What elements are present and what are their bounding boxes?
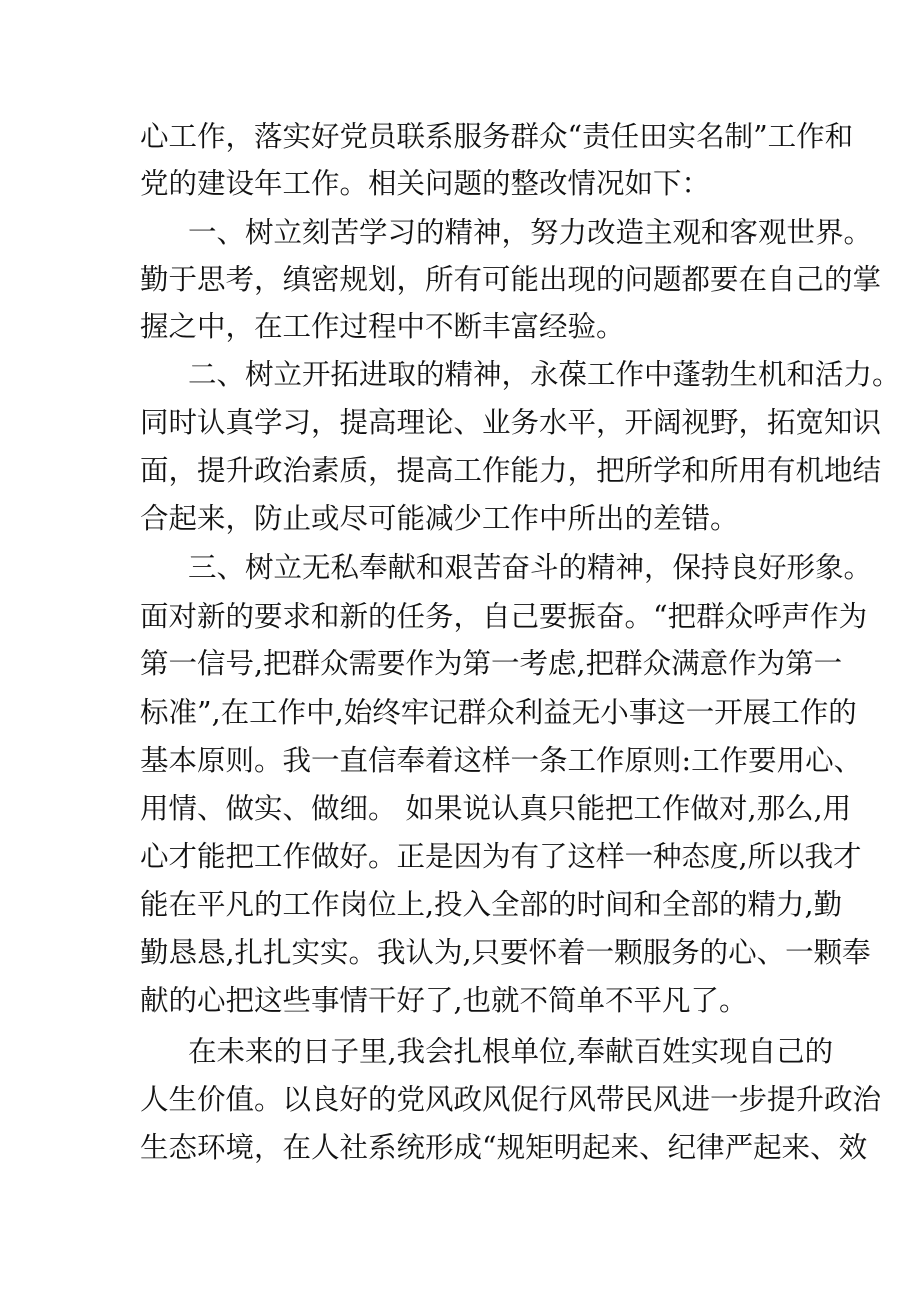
- text-line: 勤恳恳,扎扎实实。我认为,只要怀着一颗服务的心、一颗奉: [140, 936, 871, 969]
- text-line: 标准”,在工作中,始终牢记群众利益无小事这一开展工作的: [140, 696, 857, 729]
- text-line: 能在平凡的工作岗位上,投入全部的时间和全部的精力,勤: [140, 888, 843, 921]
- text-line: 生态环境，在人社系统形成“规矩明起来、纪律严起来、效: [140, 1131, 868, 1164]
- text-line: 人生价值。以良好的党风政风促行风带民风进一步提升政治: [140, 1083, 882, 1116]
- text-line: 心工作，落实好党员联系服务群众“责任田实名制”工作和: [140, 120, 854, 153]
- text-line: 心才能把工作做好。正是因为有了这样一种态度,所以我才: [140, 840, 862, 873]
- paragraph-first-line: 在未来的日子里,我会扎根单位,奉献百姓实现自己的: [188, 1035, 834, 1068]
- text-line: 握之中，在工作过程中不断丰富经验。: [140, 310, 625, 343]
- text-line: 面，提升政治素质，提高工作能力，把所学和所用有机地结: [140, 454, 882, 487]
- text-line: 用情、做实、做细。 如果说认真只能把工作做对,那么,用: [140, 792, 852, 825]
- text-line: 献的心把这些事情干好了,也就不简单不平凡了。: [140, 984, 748, 1017]
- text-line: 第一信号,把群众需要作为第一考虑,把群众满意作为第一: [140, 647, 843, 680]
- paragraph-first-line: 二、树立开拓进取的精神，永葆工作中蓬勃生机和活力。: [188, 358, 901, 391]
- text-line: 同时认真学习，提高理论、业务水平，开阔视野，拓宽知识: [140, 406, 882, 439]
- paragraph-first-line: 三、树立无私奉献和艰苦奋斗的精神，保持良好形象。: [188, 551, 873, 584]
- text-line: 勤于思考，缜密规划，所有可能出现的问题都要在自己的掌: [140, 263, 882, 296]
- text-line: 合起来，防止或尽可能减少工作中所出的差错。: [140, 502, 739, 535]
- paragraph-first-line: 一、树立刻苦学习的精神，努力改造主观和客观世界。: [188, 216, 873, 249]
- text-line: 面对新的要求和新的任务，自己要振奋。“把群众呼声作为: [140, 600, 868, 633]
- text-line: 党的建设年工作。相关问题的整改情况如下：: [140, 167, 711, 200]
- text-line: 基本原则。我一直信奉着这样一条工作原则:工作要用心、: [140, 744, 863, 777]
